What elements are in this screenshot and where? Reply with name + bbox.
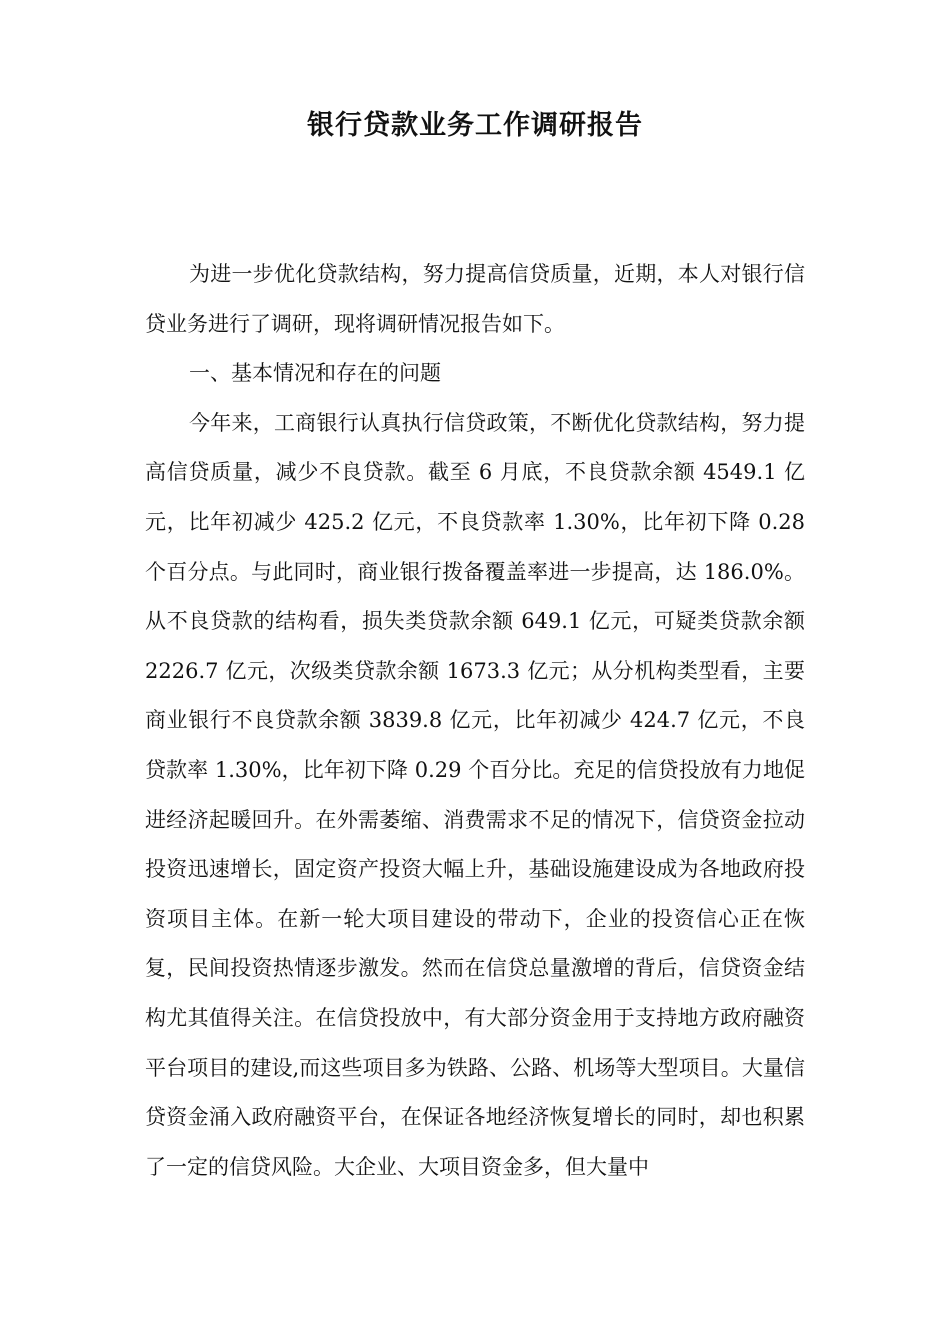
- section-heading: 一、基本情况和存在的问题: [189, 361, 441, 386]
- document-body: [145, 250, 805, 1192]
- body-paragraph: 今年来，工商银行认真执行信贷政策，不断优化贷款结构，努力提高信贷质量，减少不良贷款。截至 6 月底，不良贷款余额 4549.1 亿元，比年初减少 425.2 亿元，不良贷款率 1.30%，比年初下降 0.28 个百分点。与此同时，商业银行拨备覆盖率进一步提高，达 186.0%。从不良贷款的结构看，损失类贷款余额 649.1 亿元，可疑类贷款余额 2226.7 亿元，次级类贷款余额 1673.3 亿元；从分机构类型看，主要商业银行不良贷款余额 3839.8 亿元，比年初减少 424.7 亿元，不良贷款率 1.30%，比年初下降 0.29 个百分比。充足的信贷投放有力地促进经济起暖回升。在外需萎缩、消费需求不足的情况下，信贷资金拉动投资迅速增长，固定资产投资大幅上升，基础设施建设成为各地政府投资项目主体。在新一轮大项目建设的带动下，企业的投资信心正在恢复，民间投资热情逐步激发。然而在信贷总量激增的背后，信贷资金结构尤其值得关注。在信贷投放中，有大部分资金用于支持地方政府融资平台项目的建设,而这些项目多为铁路、公路、机场等大型项目。大量信贷资金涌入政府融资平台，在保证各地经济恢复增长的同时，却也积累了一定的信贷风险。大企业、大项目资金多，但大量中: [145, 410, 805, 1179]
- document-title: 银行贷款业务工作调研报告: [307, 110, 643, 141]
- intro-paragraph: 为进一步优化贷款结构，努力提高信贷质量，近期，本人对银行信贷业务进行了调研，现将调研情况报告如下。: [145, 262, 805, 336]
